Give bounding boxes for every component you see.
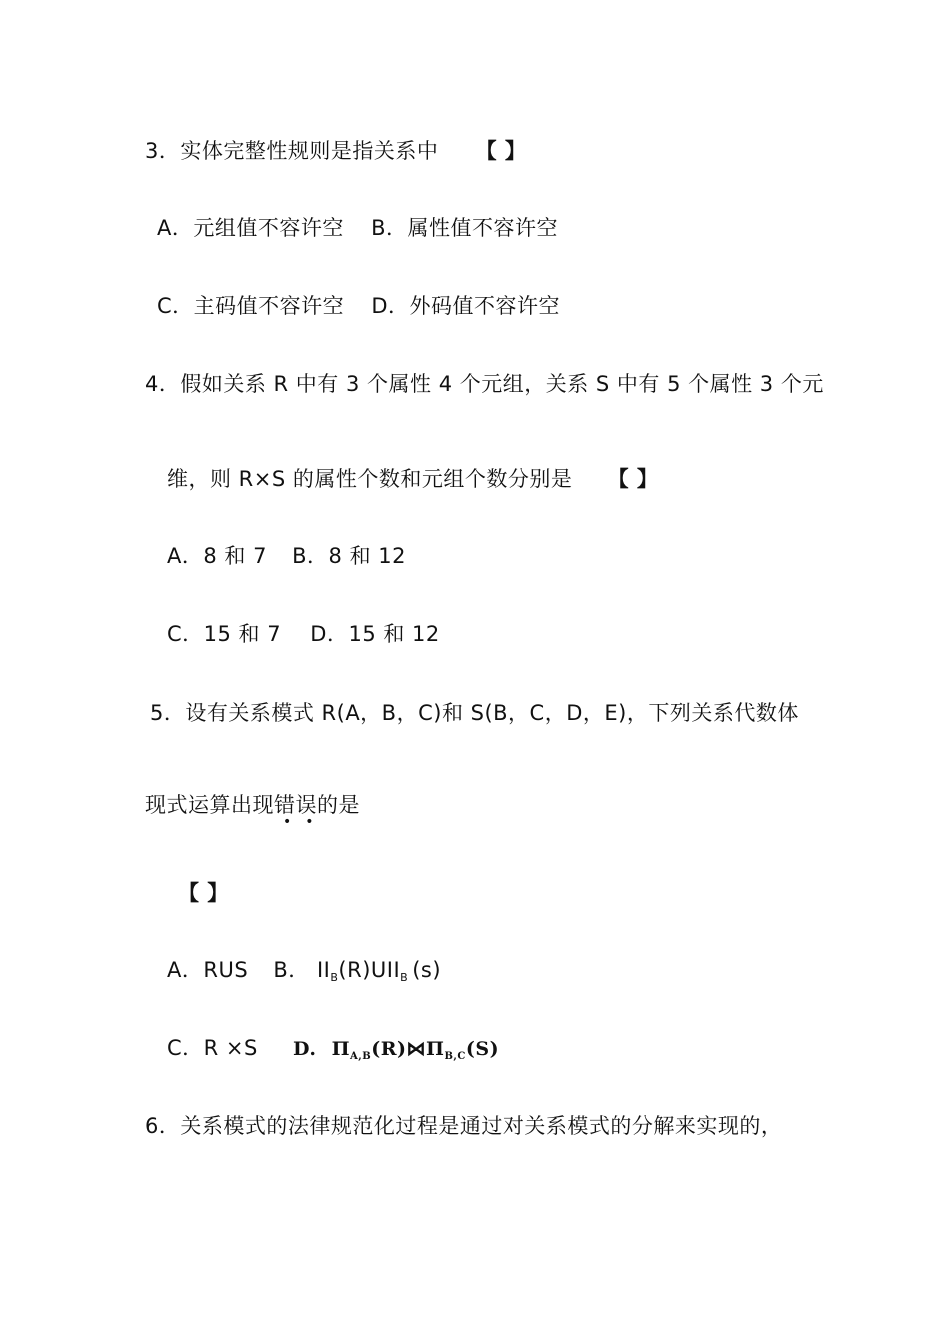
q5-option-c: C．R ×S [167, 1036, 258, 1060]
q5-option-b-prefix: B． [273, 958, 310, 982]
q3-answer-bracket: 【 】 [475, 139, 527, 163]
q3-stem-text: 3．实体完整性规则是指关系中 [145, 139, 439, 163]
q5-option-d-sub2: B,C [444, 1051, 466, 1062]
q4-options-cd [167, 621, 440, 647]
q3-options-ab [157, 215, 558, 241]
q5-option-b-sub1: B [330, 971, 339, 984]
q3-option-d: D．外码值不容许空 [371, 294, 561, 318]
q5-emphasis-dots: •• [283, 814, 328, 830]
q4-option-a: A．8 和 7 [167, 544, 267, 568]
q5-answer-bracket [178, 880, 229, 906]
q5-option-d-sub1: A,B [350, 1051, 372, 1062]
q5-option-d-prefix: D. [293, 1038, 317, 1060]
q5-option-d-end: (S) [465, 1038, 500, 1060]
q3-options-cd [157, 293, 560, 319]
q3-option-c: C．主码值不容许空 [157, 294, 345, 318]
q5-option-d-mid: (R)⋈Π [371, 1038, 445, 1060]
q5-option-a: A．RUS [167, 958, 249, 982]
q6-stem-line1: 6．关系模式的法律规范化过程是通过对关系模式的分解来实现的， [145, 1114, 783, 1138]
q5-stem-line2: 现式运算出现错误的是 [145, 793, 360, 817]
q5-option-d [293, 1038, 499, 1060]
q3-option-a: A．元组值不容许空 [157, 216, 344, 240]
q3-option-b: B．属性值不容许空 [371, 216, 558, 240]
q5-option-d-pi1: Π [331, 1038, 351, 1060]
q4-option-b: B．8 和 12 [292, 544, 406, 568]
q5-options-ab [167, 957, 441, 991]
q4-option-d: D．15 和 12 [310, 622, 440, 646]
q3-stem [145, 138, 526, 164]
q4-answer-bracket: 【 】 [607, 467, 659, 491]
q5-options-cd [167, 1035, 499, 1070]
q5-bracket-text: 【 】 [178, 881, 229, 905]
q5-option-b-end: (s) [412, 958, 442, 982]
q4-stem-line1: 4．假如关系 R 中有 3 个属性 4 个元组，关系 S 中有 5 个属性 3 个元 [145, 372, 824, 396]
q4-stem-line2-text: 维，则 R×S 的属性个数和元组个数分别是 [167, 467, 573, 491]
q4-stem-line2 [167, 466, 658, 492]
q4-option-c: C．15 和 7 [167, 622, 282, 646]
q5-option-b [273, 958, 441, 982]
q5-option-b-pi1: II [316, 958, 331, 982]
q5-option-b-sub2: B [400, 971, 409, 984]
q5-option-b-mid: (R)U [338, 958, 387, 982]
q5-option-b-pi2: II [386, 958, 401, 982]
q5-stem-line1: 5．设有关系模式 R(A，B，C)和 S(B，C，D，E)，下列关系代数体 [150, 701, 799, 725]
q4-options-ab [167, 543, 406, 569]
